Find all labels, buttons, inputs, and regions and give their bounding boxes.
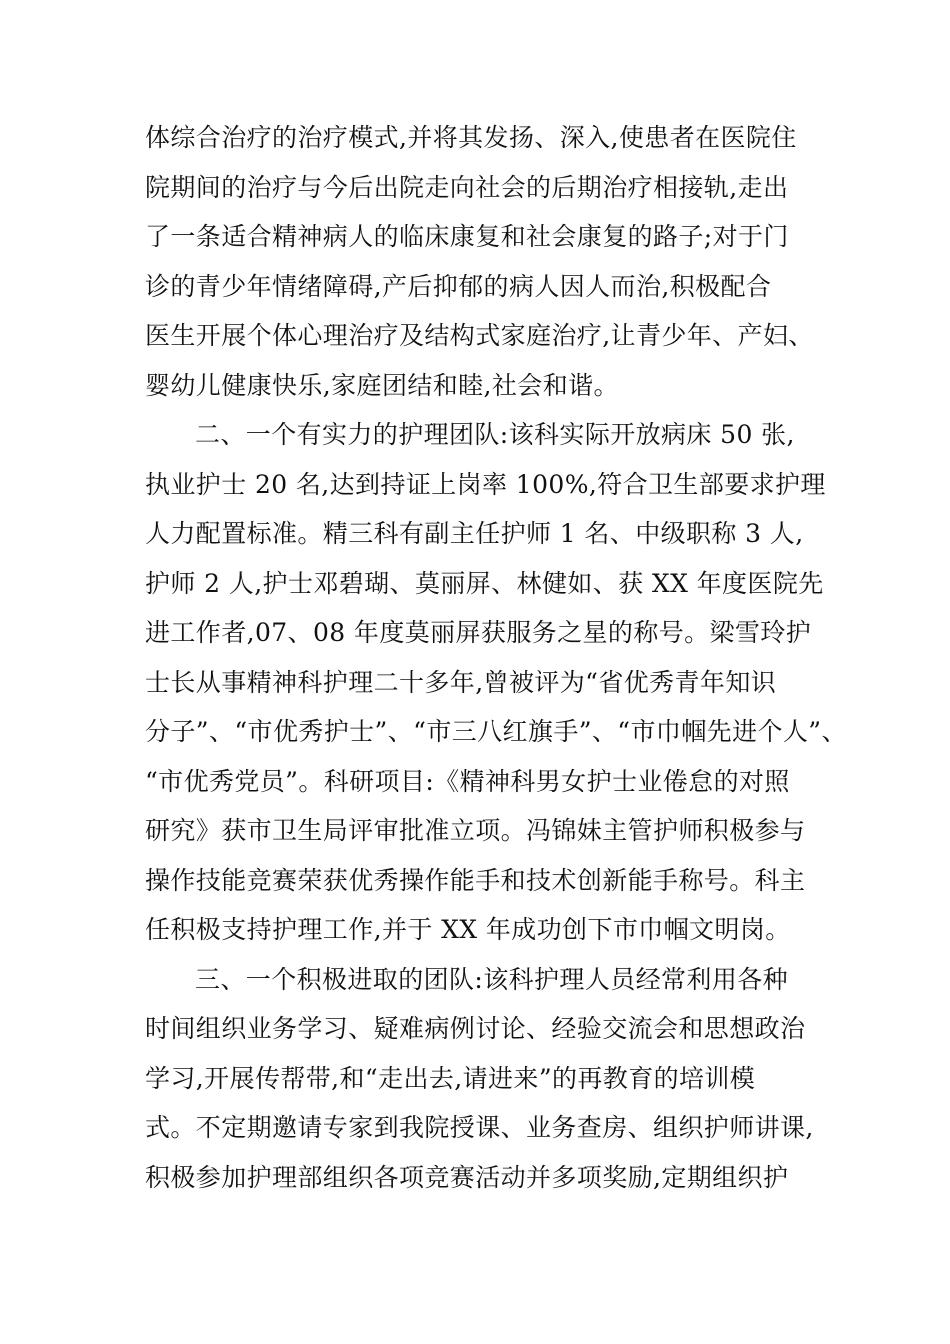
paragraph-start-line: 二、一个有实力的护理团队:该科实际开放病床 50 张,	[195, 420, 795, 449]
text-line: 分子”、“市优秀护士”、“市三八红旗手”、“市巾帼先进个人”、	[145, 717, 847, 746]
text-line: 时间组织业务学习、疑难病例讨论、经验交流会和思想政治	[145, 1014, 806, 1043]
text-line: 士长从事精神科护理二十多年,曾被评为“省优秀青年知识	[145, 667, 777, 697]
text-line: 医生开展个体心理治疗及结构式家庭治疗,让青少年、产妇、	[145, 321, 814, 350]
text-line: 学习,开展传帮带,和“走出去,请进来”的再教育的培训模	[145, 1063, 756, 1093]
text-line: 诊的青少年情绪障碍,产后抑郁的病人因人而治,积极配合	[145, 271, 772, 301]
text-line: “市优秀党员”。科研项目:《精神科男女护士业倦怠的对照	[145, 766, 790, 796]
text-line: 院期间的治疗与今后出院走向社会的后期治疗相接轨,走出	[145, 172, 789, 202]
paragraph-start-line: 三、一个积极进取的团队:该科护理人员经常利用各种	[195, 964, 789, 994]
body-text	[145, 113, 847, 1202]
text-line: 体综合治疗的治疗模式,并将其发扬、深入,使患者在医院住	[145, 123, 797, 152]
text-line: 婴幼儿健康快乐,家庭团结和睦,社会和谐。	[145, 370, 619, 400]
text-line: 进工作者,07、08 年度莫丽屏获服务之星的称号。梁雪玲护	[145, 618, 812, 647]
text-line: 人力配置标准。精三科有副主任护师 1 名、中级职称 3 人,	[145, 519, 804, 548]
text-line: 式。不定期邀请专家到我院授课、业务查房、组织护师讲课,	[145, 1113, 814, 1142]
text-line: 研究》获市卫生局评审批准立项。冯锦妹主管护师积极参与	[145, 816, 806, 845]
text-line: 了一条适合精神病人的临床康复和社会康复的路子;对于门	[145, 222, 789, 251]
text-line: 任积极支持护理工作,并于 XX 年成功创下市巾帼文明岗。	[145, 915, 791, 944]
text-line: 执业护士 20 名,达到持证上岗率 100%,符合卫生部要求护理	[145, 469, 826, 499]
text-line: 护师 2 人,护士邓碧瑚、莫丽屏、林健如、获 XX 年度医院先	[145, 568, 824, 598]
text-line: 积极参加护理部组织各项竞赛活动并多项奖励,定期组织护	[145, 1162, 789, 1192]
text-line: 操作技能竞赛荣获优秀操作能手和技术创新能手称号。科主	[145, 865, 806, 895]
